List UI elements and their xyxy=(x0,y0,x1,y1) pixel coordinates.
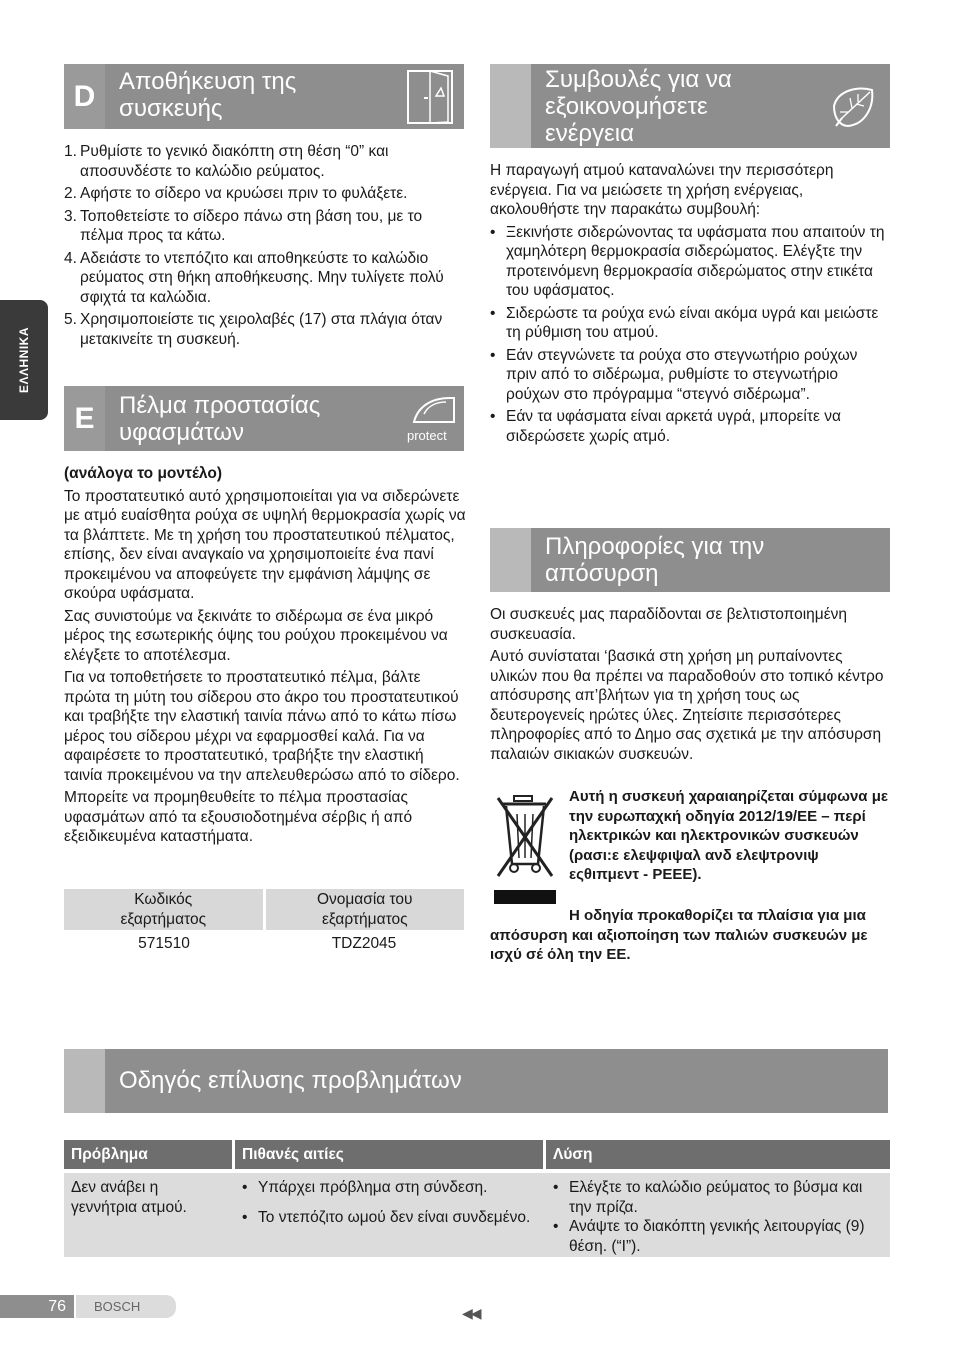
step-number: 2. xyxy=(64,185,77,202)
list-item: • Ξεκινήστε σιδερώνοντας τα υφάσματα που απαιτούν τη χαμηλότερη θερμοκρασία σιδερώματος. Ελέγξτε την προτεινόμενη θερμοκρασία σιδερώματος στην ετικέτα του υφάσματος. xyxy=(490,223,892,301)
section-title-line: Συμβουλές για να xyxy=(545,66,732,93)
column-header-causes: Πιθανές αιτίες xyxy=(235,1140,543,1169)
paragraph: Σας συνιστούμε να ξεκινάτε το σιδέρωμα σε ένα μικρό μέρος της εσωτερικής όψης του ρούχου προκειμένου να ελέγξετε το αποτέλεσμα. xyxy=(64,607,448,664)
wardrobe-icon xyxy=(404,68,460,126)
column-header-problem: Πρόβλημα xyxy=(64,1140,232,1169)
troubleshooting-header xyxy=(64,1049,888,1113)
step-number: 3. xyxy=(64,207,77,225)
section-title xyxy=(119,68,296,122)
language-side-tab xyxy=(0,300,48,420)
section-e-body xyxy=(64,464,466,850)
causes-list xyxy=(242,1178,536,1227)
storage-steps xyxy=(64,142,466,349)
leaf-icon xyxy=(828,82,878,132)
list-item xyxy=(64,142,466,181)
section-letter: D xyxy=(64,64,105,129)
list-item xyxy=(64,184,466,204)
problem-cell: Δεν ανάβει η γεννήτρια ατμού. xyxy=(71,1179,187,1216)
list-item: • Ανάψτε το διακόπτη γενικής λειτουργίας (9) θέση. (“I”). xyxy=(553,1217,883,1256)
section-e-header xyxy=(64,386,464,451)
page-number: 76 xyxy=(0,1295,74,1318)
weee-bin-icon xyxy=(492,792,558,906)
paragraph: Μπορείτε να προμηθευθείτε το πέλμα προστασίας υφασμάτων από τα εξουσιοδοτημένα σέρβις ή από εξειδικευμένα καταστήματα. xyxy=(64,789,413,845)
section-title-line: απόσυρση xyxy=(545,560,659,587)
header-tab xyxy=(490,528,531,592)
section-title xyxy=(545,533,764,587)
list-item: • Εάν στεγνώνετε τα ρούχα στο στεγνωτήριο ρούχων πριν από το σιδέρωμα, ρυθμίστε το στεγνωτήριο ρούχων στο πρόγραμμα “στεγνό σιδέρωμα”. xyxy=(490,346,892,405)
header-tab xyxy=(64,1049,105,1113)
section-title-line: ενέργεια xyxy=(545,120,634,147)
table-header-row xyxy=(64,1140,890,1169)
table-row xyxy=(64,1173,890,1257)
section-letter: E xyxy=(64,386,105,451)
step-number: 1. xyxy=(64,143,77,160)
step-text: Αδειάστε το ντεπόζιτο και αποθηκεύστε το καλώδιο ρεύματος στη θήκη αποθήκευσης. Μην τυλίγετε πολύ σφιχτά τα καλώδια. xyxy=(80,249,444,306)
list-item: • Ελέγξτε το καλώδιο ρεύματος το βύσμα και την πρίζα. xyxy=(553,1178,883,1217)
section-title-line: εξοικονομήσετε xyxy=(545,93,708,120)
section-d-body xyxy=(64,142,466,352)
section-title-line: συσκευής xyxy=(119,95,223,122)
section-title xyxy=(119,392,320,446)
section-title-line: Πληροφορίες για την xyxy=(545,533,765,560)
step-text: Τοποθετείστε το σίδερο πάνω στη βάση του, με το πέλμα προς τα κάτω. xyxy=(80,207,423,244)
troubleshooting-table xyxy=(64,1140,890,1257)
part-code: 571510 xyxy=(138,935,190,952)
energy-body xyxy=(490,161,892,449)
section-title-line: Πέλμα προστασίας xyxy=(119,392,321,419)
language-label: ΕΛΛΗΝΙΚΑ xyxy=(17,326,31,394)
step-number: 5. xyxy=(64,311,77,328)
list-item xyxy=(64,207,466,246)
header-line: εξαρτήματος xyxy=(120,910,207,928)
step-number: 4. xyxy=(64,249,77,267)
list-item xyxy=(64,249,466,308)
causes-cell xyxy=(232,1173,543,1257)
iron-icon xyxy=(410,392,460,426)
part-name: TDZ2045 xyxy=(331,935,397,952)
section-title xyxy=(545,66,732,147)
paragraph: Το προστατευτικό αυτό χρησιμοποιείται για να σιδερώνετε με ατμό ευαίσθητα ρούχα σε υψηλή θερμοκρασία χωρίς να τα βλάπτετε. Με τη χρήση του προστατευτικού πέλματος, επίσης, δεν είναι αναγκαίο να χρησιμοποιείτε ένα πανί προκειμένου να αποφεύγετε την εμφάνιση λάμψης σε σκούρα υφάσματα. xyxy=(64,487,466,602)
disposal-header xyxy=(490,528,890,592)
previous-page-arrows-icon[interactable]: ◀◀ xyxy=(462,1305,480,1321)
list-item: • Το ντεπόζιτο ωμού δεν είναι συνδεμένο. xyxy=(242,1208,536,1228)
step-text: Αφήστε το σίδερο να κρυώσει πριν το φυλάξετε. xyxy=(80,185,408,202)
section-title-line: υφασμάτων xyxy=(119,419,244,446)
weee-text: Αυτή η συσκευή χαραιαηρίζεται σύμφωνα με την ευρωπαχκή οδηγία 2012/19/ΕΕ – περί ηλεκτρικών και ηλεκτρονικών συσκευών (ρασι:ε ελεψφιψαλ ανδ ελεψτρονιψ εςθιπμεντ - PEEE). xyxy=(569,788,888,883)
list-item: • Σιδερώστε τα ρούχα ενώ είναι ακόμα υγρά και μειώστε τη ρύθμιση του ατμού. xyxy=(490,304,892,343)
list-item: • Υπάρχει πρόβλημα στη σύνδεση. xyxy=(242,1178,536,1198)
header-line: Κωδικός xyxy=(134,891,193,908)
section-title-line: Αποθήκευση της xyxy=(119,68,297,95)
section-title: Οδηγός επίλυσης προβλημάτων xyxy=(119,1067,462,1094)
list-item xyxy=(64,310,466,349)
paragraph: Αυτό συνίσταται ‘βασικά στη χρήση μη ρυπαίνοντες υλικών που θα πρέπει να παραδοθούν στο τοπικό κέντρο απόσυρσης απ’βλήτων για τη χρήση τους ως δευτερογενείς ηρώτες ύλες. Ζητείσιτε περισσότερες πληροφορίες από το Δημο σας σχετικά με την απόσυρση παλαιών σικιακών συσκευών. xyxy=(490,648,884,763)
column-header-solution: Λύση xyxy=(546,1140,890,1169)
parts-table xyxy=(64,889,464,954)
column-header-name xyxy=(264,889,464,930)
header-line: εξαρτήματος xyxy=(321,910,408,928)
protect-label: protect xyxy=(407,428,447,443)
header-tab xyxy=(490,64,531,148)
paragraph: Οι συσκευές μας παραδίδονται σε βελτιστοποιημένη συσκευασία. xyxy=(490,606,847,643)
energy-tips-list xyxy=(490,223,892,447)
table-row xyxy=(64,930,464,954)
list-item: • Εάν τα υφάσματα είναι αρκετά υγρά, μπορείτε να σιδερώσετε χωρίς ατμό. xyxy=(490,407,892,446)
intro-paragraph: Η παραγωγή ατμού καταναλώνει την περισσότερη ενέργεια. Για να μειώσετε τη χρήση ενέργειας, ακολουθήστε την παρακάτω συμβουλή: xyxy=(490,162,834,218)
solution-cell xyxy=(543,1173,890,1257)
step-text: Ρυθμίστε το γενικό διακόπτη στη θέση “0” και αποσυνδέστε το καλώδιο ρεύματος. xyxy=(80,143,389,180)
solutions-list xyxy=(553,1178,883,1256)
model-note: (ανάλογα το μοντέλο) xyxy=(64,465,222,482)
energy-header xyxy=(490,64,890,148)
brand-label: BOSCH xyxy=(76,1295,176,1318)
section-d-header xyxy=(64,64,464,129)
column-header-code xyxy=(64,889,264,930)
step-text: Χρησιμοποιείστε τις χειρολαβές (17) στα πλάγια όταν μετακινείτε τη συσκευή. xyxy=(80,311,443,348)
disposal-body xyxy=(490,605,892,767)
weee-text-2: Η οδηγία προκαθορίζει τα πλαίσια για μια απόσυρση και αξιοποίηση των παλιών συσκευών με ισχύ σέ όλη την ΕΕ. xyxy=(490,907,868,963)
paragraph: Για να τοποθετήσετε το προστατευτικό πέλμα, βάλτε πρώτα τη μύτη του σίδερου στο άκρο του προστατευτικού και τραβήξτε την ελαστική ταινία πάνω από το κάτω πίσω μέρος του σίδερου μέχρι να εφαρμοσθεί καλά. Για να αφαιρέσετε το προστατευτικό, τραβήξτε την ελαστική ταινία προκειμένου να την απελευθερώσω από το σίδερο. xyxy=(64,669,460,784)
header-line: Ονομασία του xyxy=(316,891,413,908)
